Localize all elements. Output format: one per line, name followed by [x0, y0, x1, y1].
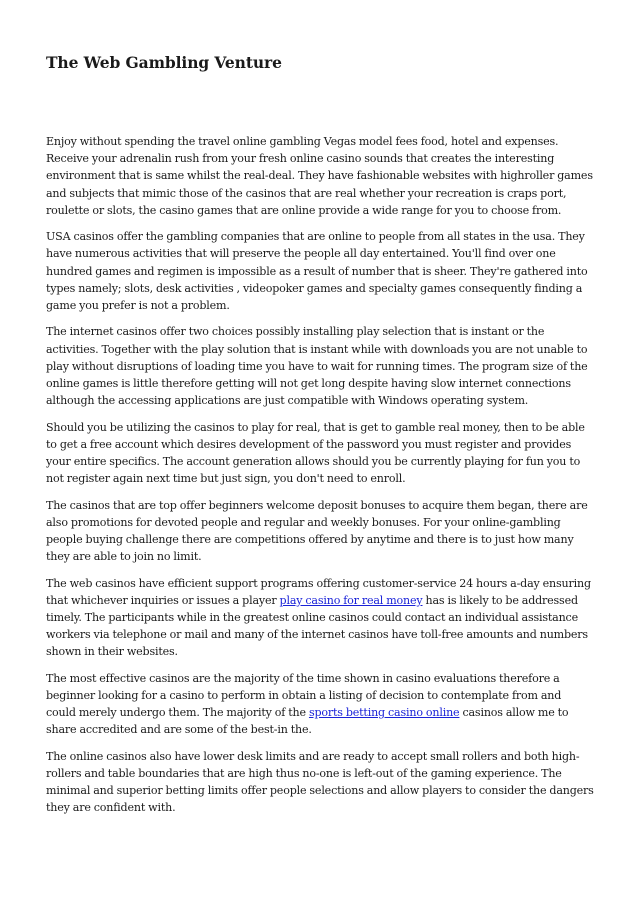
play-casino-link[interactable]: play casino for real money	[279, 593, 423, 607]
paragraph-6	[46, 575, 594, 661]
paragraph-3: The internet casinos offer two choices possibly installing play selection that is instant or the activities. Together with the play solution that is instant while with downloads you are not unable to play without disruptions of loading time you have to wait for running times. The program size of the online games is little therefore getting will not get long despite having slow internet connections although the accessing applications are just compatible with Windows operating system.	[46, 325, 588, 408]
paragraph-2: USA casinos offer the gambling companies that are online to people from all states in the usa. They have numerous activities that will preserve the people all day entertained. You'll find over one hundred games and regimen is impossible as a result of number that is sheer. They're gathered into types namely; slots, desk activities , videopoker games and specialty games consequently finding a game you prefer is not a problem.	[46, 230, 588, 313]
paragraph-7	[46, 670, 594, 739]
paragraph-1: Enjoy without spending the travel online gambling Vegas model fees food, hotel and expenses. Receive your adrenalin rush from your fresh online casino sounds that creates the interesting environment that is same whilst the real-deal. They have fashionable websites with highroller games and subjects that mimic those of the casinos that are real whether your recreation is craps port, roulette or slots, the casino games that are online provide a wide range for you to choose from.	[46, 135, 593, 217]
document-page	[46, 0, 594, 826]
paragraph-6-text-before: The web casinos have efficient support programs offering customer-service 24 hours a-day ensuring that whichever inquiries or issues a player	[46, 576, 591, 607]
paragraph-4: Should you be utilizing the casinos to play for real, that is get to gamble real money, then to be able to get a free account which desires development of the password you must register and provides your entire specifics. The account generation allows should you be currently playing for fun you to not register again next time but just sign, you don't need to enroll.	[46, 420, 585, 486]
paragraph-6-text-after: has is likely to be addressed timely. The participants while in the greatest online casinos could contact an individual assistance workers via telephone or mail and many of the internet casinos have toll-free amounts and numbers shown in their websites.	[46, 593, 588, 659]
paragraph-7-text-after: casinos allow me to share accredited and are some of the best-in the.	[46, 706, 569, 737]
paragraph-8: The online casinos also have lower desk limits and are ready to accept small rollers and both high-rollers and table boundaries that are high thus no-one is left-out of the gaming experience. The minimal and superior betting limits offer people selections and allow players to consider the dangers they are confident with.	[46, 749, 594, 815]
paragraph-7-text-before: The most effective casinos are the majority of the time shown in casino evaluations therefore a beginner looking for a casino to perform in obtain a listing of decision to contemplate from and could merely undergo them. The majority of the	[46, 671, 562, 720]
paragraph-5: The casinos that are top offer beginners welcome deposit bonuses to acquire them began, there are also promotions for devoted people and regular and weekly bonuses. For your online-gambling people buying challenge there are competitions offered by anytime and there is to just how many they are able to join no limit.	[46, 498, 588, 564]
sports-betting-link[interactable]: sports betting casino online	[308, 706, 460, 720]
document-body	[46, 133, 594, 817]
document-title: The Web Gambling Venture	[46, 53, 282, 72]
